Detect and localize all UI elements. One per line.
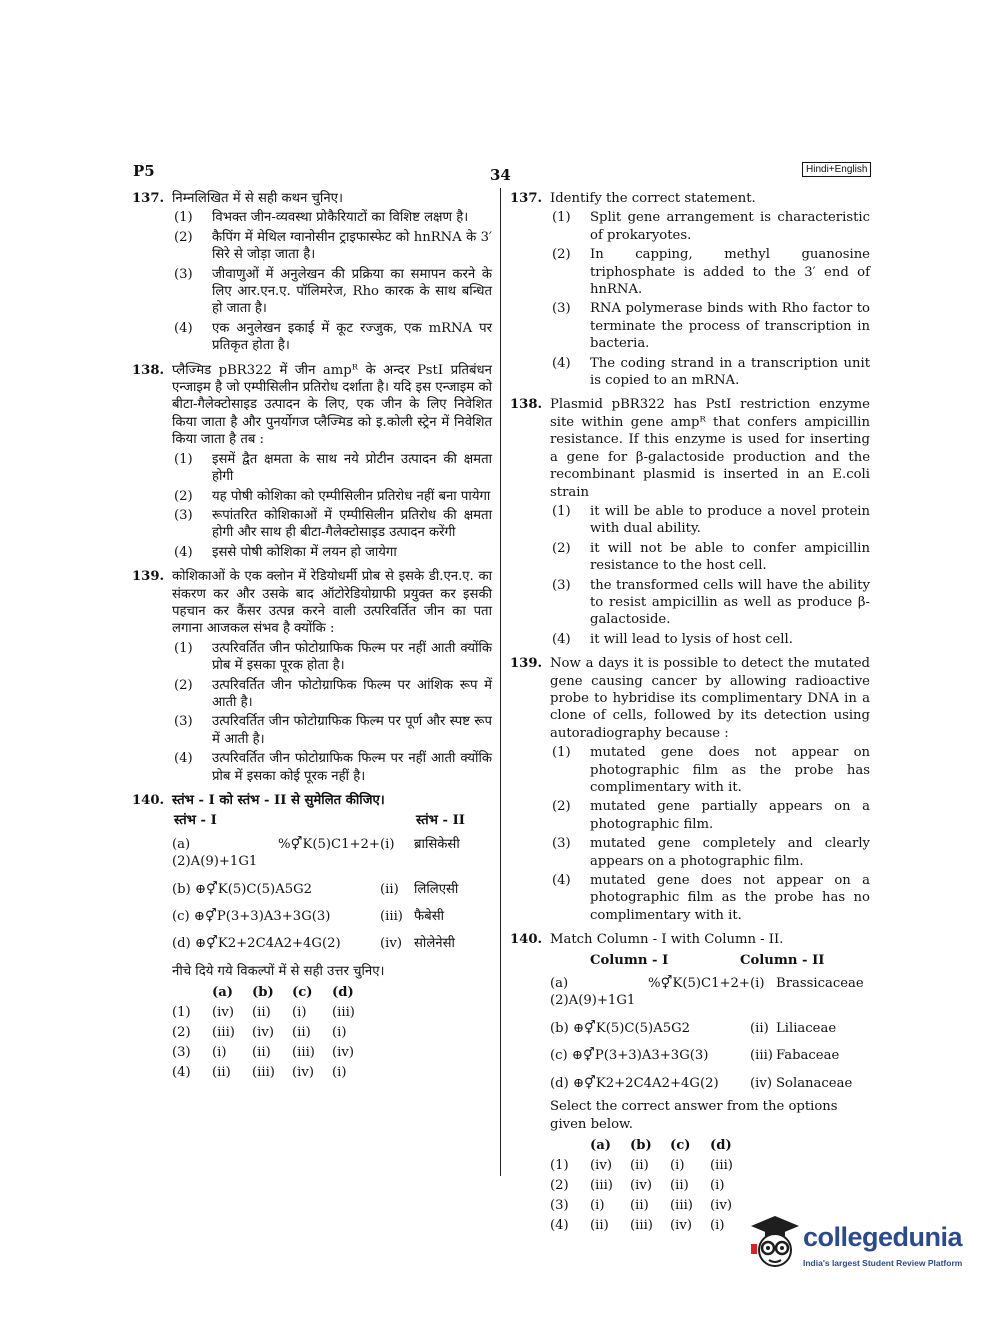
question-140-hi: 140. स्तंभ - I को स्तंभ - II से सुमेलित कीजिए। स्तंभ - I स्तंभ - II (a) %⚥K(5)C1+2+(2)A(9)+1G1 (i) ब्रासिकेसी (b) ⊕⚥K(5)C(5)A5G2 (ii) लिलिएसी (c) ⊕⚥P(3+3)A3+3G(3) (iii) फैबेसी (d) ⊕⚥K2+2C4A2+4G(2) (iv) सोलेनेसी नीचे दिये गये विकल्पों में से सही उत्तर चुनिए। (a) (b) (c) (d) (1) (iv) (ii) (i) (iii) (2) (iii) (iv) (ii) (i) (3) (i) (ii) (iii) (iv) (4) (ii) (iii) (iv) (i) [132,792,492,1084]
option: (3) mutated gene completely and clearly appears on a photographic film. [552,836,870,869]
option: (1) इसमें द्वैत क्षमता के साथ नये प्रोटीन उत्पादन की क्षमता होगी [174,451,492,485]
match-header: Column - I Column - II [590,952,825,968]
match-row: (a) %⚥K(5)C1+2+(2)A(9)+1G1 (i) ब्रासिकेसी [172,836,460,870]
option: (1) Split gene arrangement is characteristic of prokaryotes. [552,210,870,243]
hindi-column [132,190,492,1091]
option: (1) उत्परिवर्तित जीन फोटोग्राफिक फिल्म पर नहीं आती क्योंकि प्रोब में इसका पूरक होता है। [174,640,492,674]
option: (2) यह पोषी कोशिका को एम्पीसिलीन प्रतिरोध नहीं बना पायेगा [174,488,491,504]
match-row: (b) ⊕⚥K(5)C(5)A5G2 (ii) लिलिएसी [172,881,459,897]
question-138-hi: 138. प्लैज्मिड pBR322 में जीन ampᴿ के अन्दर PstI प्रतिबंधन एन्जाइम है जो एम्पीसिलीन प्रतिरोध दर्शाता है। यदि इस एन्जाइम को बीटा-गैलेक्टोसाइड उत्पादन के लिए, एक जीन के लिए निवेशित किया जाता है और पुनर्योगज प्लैज्मिड को इ.कोली स्ट्रेन में निवेशित किया जाता है तब : (1) इसमें द्वैत क्षमता के साथ नये प्रोटीन उत्पादन की क्षमता होगी (2) यह पोषी कोशिका को एम्पीसिलीन प्रतिरोध नहीं बना पायेगा (3) रूपांतरित कोशिकाओं में एम्पीसिलीन प्रतिरोध की क्षमता होगी और साथ ही बीटा-गैलेक्टोसाइड उत्पादन करेंगी (4) इससे पोषी कोशिका में लयन हो जायेगा [132,362,492,560]
instruction: नीचे दिये गये विकल्पों में से सही उत्तर चुनिए। [172,963,385,979]
english-column [510,190,870,1237]
logo-wordmark: collegedunia [803,1222,963,1252]
option: (2) mutated gene partially appears on a photographic film. [552,799,870,832]
option: (2) it will not be able to confer ampicillin resistance to the host cell. [552,540,870,574]
option: (3) जीवाणुओं में अनुलेखन की प्रक्रिया का समापन करने के लिए आर.एन.ए. पॉलिमरेज, Rho कारक के साथ बन्धित हो जाता है। [174,266,492,317]
option: (3) रूपांतरित कोशिकाओं में एम्पीसिलीन प्रतिरोध की क्षमता होगी और साथ ही बीटा-गैलेक्टोसाइड उत्पादन करेंगी [174,507,492,541]
option: (2) उत्परिवर्तित जीन फोटोग्राफिक फिल्म पर आंशिक रूप में आती है। [174,677,492,710]
option: (4) उत्परिवर्तित जीन फोटोग्राफिक फिल्म पर नहीं आती क्योंकि प्रोब में इसका कोई पूरक नहीं है। [174,751,492,784]
option: (4) mutated gene does not appear on a photographic film as the probe has no complimentary with it. [552,873,870,923]
option: (1) विभक्त जीन-व्यवस्था प्रोकैरियाटों का विशिष्ट लक्षण है। [174,210,469,226]
question-139-en: 139. Now a days it is possible to detect the mutated gene causing cancer by allowing radioactive probe to hybridise its complimentary DNA in a clone of cells, followed by its detection using autoradiography because : (1) mutated gene does not appear on photographic film as the probe has complimentary with it. (2) mutated gene partially appears on a photographic film. (3) mutated gene completely and clearly appears on a photographic film. (4) mutated gene does not appear on a photographic film as the probe has no complimentary with it. [510,656,870,923]
option: (3) उत्परिवर्तित जीन फोटोग्राफिक फिल्म पर पूर्ण और स्पष्ट रूप में आती है। [174,714,492,747]
question-text: Identify the correct statement. [550,191,756,206]
question-137-hi: 137. निम्नलिखित में से सही कथन चुनिए। (1) विभक्त जीन-व्यवस्था प्रोकैरियाटों का विशिष्ट लक्षण है। (2) कैपिंग में मेथिल ग्वानोसीन ट्राइफास्फेट को hnRNA के 3′ सिरे से जोड़ा जाता है। (3) जीवाणुओं में अनुलेखन की प्रक्रिया का समापन करने के लिए आर.एन.ए. पॉलिमरेज, Rho कारक के साथ बन्धित हो जाता है। (4) एक अनुलेखन इकाई में कूट रज्जुक, एक mRNA पर प्रतिकृत होता है। [132,191,492,354]
page-number: 34 [490,166,511,184]
question-text: Plasmid pBR322 has PstI restriction enzyme site within gene ampᴿ that confers ampicillin resistance. If this enzyme is used for inserting a gene for β-galactoside production and the recombinant plasmid is inserted in an E.coli strain [550,397,870,500]
option: (1) it will be able to produce a novel protein with dual ability. [552,503,870,537]
question-text: कोशिकाओं के एक क्लोन में रेडियोधर्मी प्रोब से इसके डी.एन.ए. का संकरण कर और उसके बाद ऑटोरेडियोग्राफी प्रयुक्त कर इसकी पहचान कर कैंसर उत्पन्न करने वाली उत्परिवर्तित जीन का पता लगाना आजकल संभव है क्योंकि : [172,569,492,637]
column-divider [500,188,501,1176]
option: (4) it will lead to lysis of host cell. [552,631,793,647]
question-text: स्तंभ - I को स्तंभ - II से सुमेलित कीजिए। [172,793,385,808]
match-row: (c) ⊕⚥P(3+3)A3+3G(3) (iii) फैबेसी [172,909,445,925]
option: (4) इससे पोषी कोशिका में लयन हो जायेगा [174,544,397,560]
question-text: Match Column - I with Column - II. [550,932,784,948]
match-row: (d) ⊕⚥K2+2C4A2+4G(2) (iv) सोलेनेसी [172,936,455,952]
language-tag: Hindi+English [802,162,871,177]
match-row: (d) ⊕⚥K2+2C4A2+4G(2) (iv) Solanaceae [550,1075,853,1091]
option: (4) The coding strand in a transcription unit is copied to an mRNA. [552,355,870,389]
option: (2) In capping, methyl guanosine triphosphate is added to the 3′ end of hnRNA. [552,247,870,298]
option: (3) RNA polymerase binds with Rho factor to terminate the process of transcription in bacteria. [552,301,870,352]
instruction: Select the correct answer from the options given below. [550,1099,838,1132]
answer-table: (a) (b) (c) (d) (1) (iv) (ii) (i) (iii) (2) (iii) (iv) (ii) (i) (3) (i) (ii) (iii) (iv) (4) (ii) (iii) (iv) (i) [550,1137,733,1233]
question-text: निम्नलिखित में से सही कथन चुनिए। [172,191,343,206]
match-row: (a) %⚥K(5)C1+2+(2)A(9)+1G1 (i) Brassicaceae [550,976,864,1009]
option: (4) एक अनुलेखन इकाई में कूट रज्जुक, एक mRNA पर प्रतिकृत होता है। [174,320,492,354]
logo-tagline: India's largest Student Review Platform [803,1258,963,1268]
match-header: स्तंभ - I स्तंभ - II [174,813,465,829]
question-138-en: 138. Plasmid pBR322 has PstI restriction enzyme site within gene ampᴿ that confers ampicillin resistance. If this enzyme is used for inserting a gene for β-galactoside production and the recombinant plasmid is inserted in an E.coli strain (1) it will be able to produce a novel protein with dual ability. (2) it will not be able to confer ampicillin resistance to the host cell. (3) the transformed cells will have the ability to resist ampicillin as well as produce β-galactoside. (4) it will lead to lysis of host cell. [510,397,870,647]
question-140-en: 140. Match Column - I with Column - II. Column - I Column - II (a) %⚥K(5)C1+2+(2)A(9)+1G1 (i) Brassicaceae (b) ⊕⚥K(5)C(5)A5G2 (ii) Liliaceae (c) ⊕⚥P(3+3)A3+3G(3) (iii) Fabaceae (d) ⊕⚥K2+2C4A2+4G(2) (iv) Solanaceae [510,931,870,1092]
question-text: Now a days it is possible to detect the mutated gene causing cancer by allowing radioactive probe to hybridise its complimentary DNA in a clone of cells, followed by its detection using autoradiography because : [550,656,870,741]
question-text: प्लैज्मिड pBR322 में जीन ampᴿ के अन्दर PstI प्रतिबंधन एन्जाइम है जो एम्पीसिलीन प्रतिरोध दर्शाता है। यदि इस एन्जाइम को बीटा-गैलेक्टोसाइड उत्पादन के लिए, एक जीन के लिए निवेशित किया जाता है और पुनर्योगज प्लैज्मिड को इ.कोली स्ट्रेन में निवेशित किया जाता है तब : [172,362,492,448]
match-row: (c) ⊕⚥P(3+3)A3+3G(3) (iii) Fabaceae [550,1048,840,1064]
mascot-icon [745,1212,801,1278]
paper-code: P5 [133,162,155,180]
question-139-hi: 139. कोशिकाओं के एक क्लोन में रेडियोधर्मी प्रोब से इसके डी.एन.ए. का संकरण कर और उसके बाद ऑटोरेडियोग्राफी प्रयुक्त कर इसकी पहचान कर कैंसर उत्पन्न करने वाली उत्परिवर्तित जीन का पता लगाना आजकल संभव है क्योंकि : (1) उत्परिवर्तित जीन फोटोग्राफिक फिल्म पर नहीं आती क्योंकि प्रोब में इसका पूरक होता है। (2) उत्परिवर्तित जीन फोटोग्राफिक फिल्म पर आंशिक रूप में आती है। (3) उत्परिवर्तित जीन फोटोग्राफिक फिल्म पर पूर्ण और स्पष्ट रूप में आती है। (4) उत्परिवर्तित जीन फोटोग्राफिक फिल्म पर नहीं आती क्योंकि प्रोब में इसका कोई पूरक नहीं है। [132,569,492,784]
answer-table: (a) (b) (c) (d) (1) (iv) (ii) (i) (iii) (2) (iii) (iv) (ii) (i) (3) (i) (ii) (iii) (iv) (4) (ii) (iii) (iv) (i) [172,985,355,1081]
collegedunia-logo[interactable] [745,1212,975,1282]
option: (3) the transformed cells will have the ability to resist ampicillin as well as produce β-galactoside. [552,577,870,628]
option: (2) कैपिंग में मेथिल ग्वानोसीन ट्राइफास्फेट को hnRNA के 3′ सिरे से जोड़ा जाता है। [174,229,492,263]
question-137-en: 137. Identify the correct statement. (1) Split gene arrangement is characteristic of prokaryotes. (2) In capping, methyl guanosine triphosphate is added to the 3′ end of hnRNA. (3) RNA polymerase binds with Rho factor to terminate the process of transcription in bacteria. (4) The coding strand in a transcription unit is copied to an mRNA. [510,191,870,389]
option: (1) mutated gene does not appear on photographic film as the probe has complimentary with it. [552,745,870,795]
match-row: (b) ⊕⚥K(5)C(5)A5G2 (ii) Liliaceae [550,1020,837,1036]
